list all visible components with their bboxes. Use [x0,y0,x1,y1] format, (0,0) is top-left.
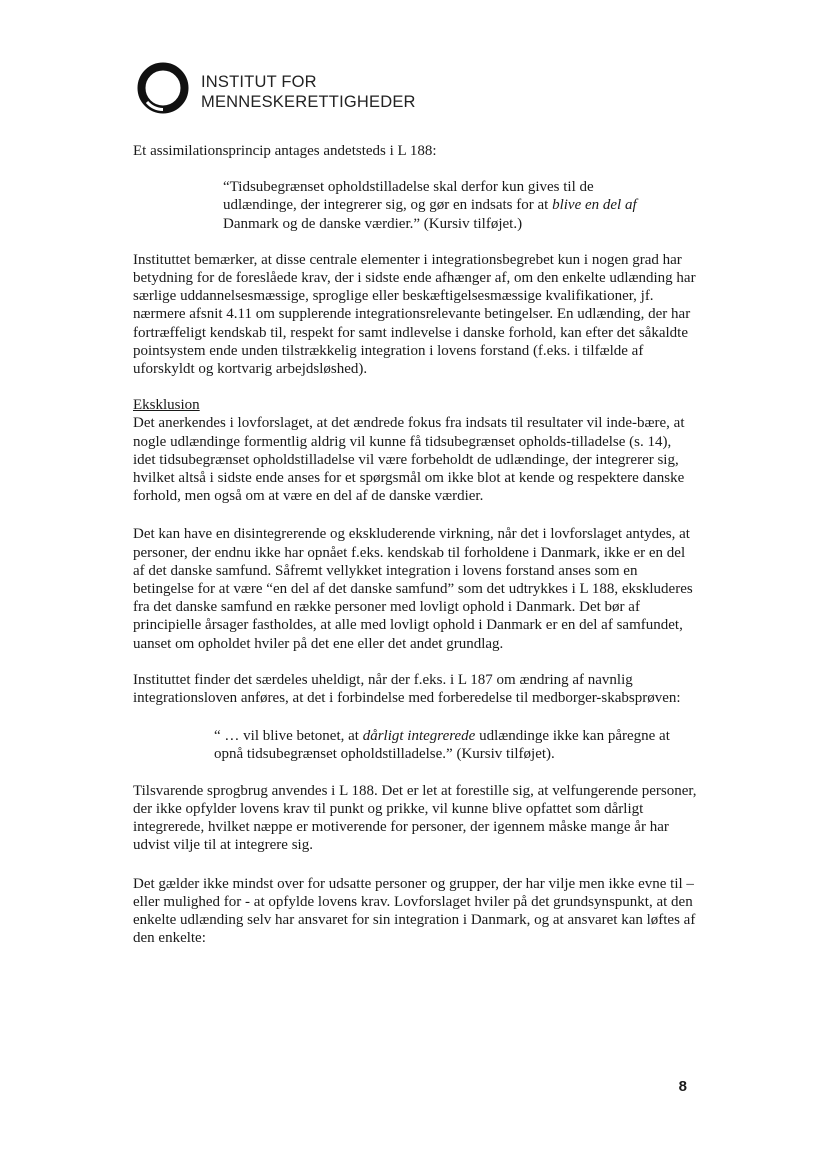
section-heading-eksklusion: Eksklusion [133,397,200,414]
quote-2-text-a: “ … vil blive betonet, at [214,728,363,745]
institute-name [201,72,416,112]
paragraph-anerkendes: Det anerkendes i lovforslaget, at det ændrede fokus fra indsats til resultater vil inde-bære, at nogle udlændinge formentlig aldrig vil kunne få tidsubegrænset opholds-tilladelse (s. 14), idet tidsubegrænset opholdstilladelse vil være forbeholdt de udlændinge, der integrerer sig, hvilket altså i sidste ende anses for et spørgsmål om ikke blot at kende og respektere danske forhold, men også om at være en del af de danske værdier. [133,415,685,505]
page-number: 8 [678,1078,687,1095]
paragraph-instituttet-bemaerker: Instituttet bemærker, at disse centrale elementer i integrationsbegrebet kun i nogen grad har betydning for de foreslåede krav, der i sidste ende afhænger af, om den enkelte udlænding har særlige uddannelsesmæssige, sproglige eller beskæftigelsesmæssige kvalifikationer, jf. nærmere afsnit 4.11 om supplerende integrationsrelevante betingelser. En udlænding, der har fortræffeligt kendskab til, respekt for samt indlevelse i danske forhold, kan efter det såkaldte pointsystem ende unden tilstrækkelig integration i lovens forstand (f.eks. i tilfælde af uforskyldt og kortvarig arbejdsløshed). [133,251,696,378]
quote-1-italic: blive en del af [552,197,637,214]
paragraph-sprogbrug: Tilsvarende sprogbrug anvendes i L 188. Det er let at forestille sig, at velfungerende personer, der ikke opfylder lovens krav til punkt og prikke, vil kunne blive opfattet som dårligt integrerede, hvilket næppe er motiverende for personer, der igennem måske mange år har udvist vilje til at integrere sig. [133,782,697,854]
paragraph-intro: Et assimilationsprincip antages andetsteds i L 188: [133,143,437,159]
quote-1-text-b: Danmark og de danske værdier.” (Kursiv tilføjet.) [223,215,523,232]
quote-2-text-b: udlændinge ikke kan påregne at opnå tidsubegrænset opholdstilladelse.” (Kursiv tilføjet). [214,728,670,763]
institute-name-line2: MENNESKERETTIGHEDER [201,93,416,111]
institute-logo-icon [137,62,189,114]
institute-name-line1: INSTITUT FOR [201,73,317,91]
paragraph-disintegrerende: Det kan have en disintegrerende og ekskluderende virkning, når det i lovforslaget antydes, at personer, der endnu ikke har opnået f.eks. kendskab til forholdene i Danmark, ikke er en del af det danske samfund. Såfremt vellykket integration i lovens forstand anses som en betingelse for at være “en del af det danske samfund” som det udtrykkes i L 188, ekskluderes fra det danske samfund en række personer med lovligt ophold i Danmark. Det bør af principielle årsager fastholdes, at alle med lovligt ophold i Danmark er en del af samfundet, uanset om opholdet hviler på det ene eller det andet grundlag. [133,526,693,652]
block-quote-2 [214,727,671,763]
quote-1-text-a: “Tidsubegrænset opholdstilladelse skal derfor kun gives til de udlændinge, der integrerer sig, og gør en indsats for at [223,179,594,214]
paragraph-udsatte-personer: Det gælder ikke mindst over for udsatte personer og grupper, der har vilje men ikke evne til – eller mulighed for - at opfylde lovens krav. Lovforslaget hviler på det grundsynspunkt, at den enkelte udlænding selv har ansvaret for sin integration i Danmark, og at ansvaret kan løftes af den enkelte: [133,875,696,947]
block-quote-1 [223,178,671,233]
paragraph-uheldigt: Instituttet finder det særdeles uheldigt, når der f.eks. i L 187 om ændring af navnlig integrationsloven anføres, at det i forbindelse med forberedelse til medborger-skabsprøven: [133,671,681,707]
quote-2-italic: dårligt integrerede [362,728,476,745]
document-body [133,142,697,947]
